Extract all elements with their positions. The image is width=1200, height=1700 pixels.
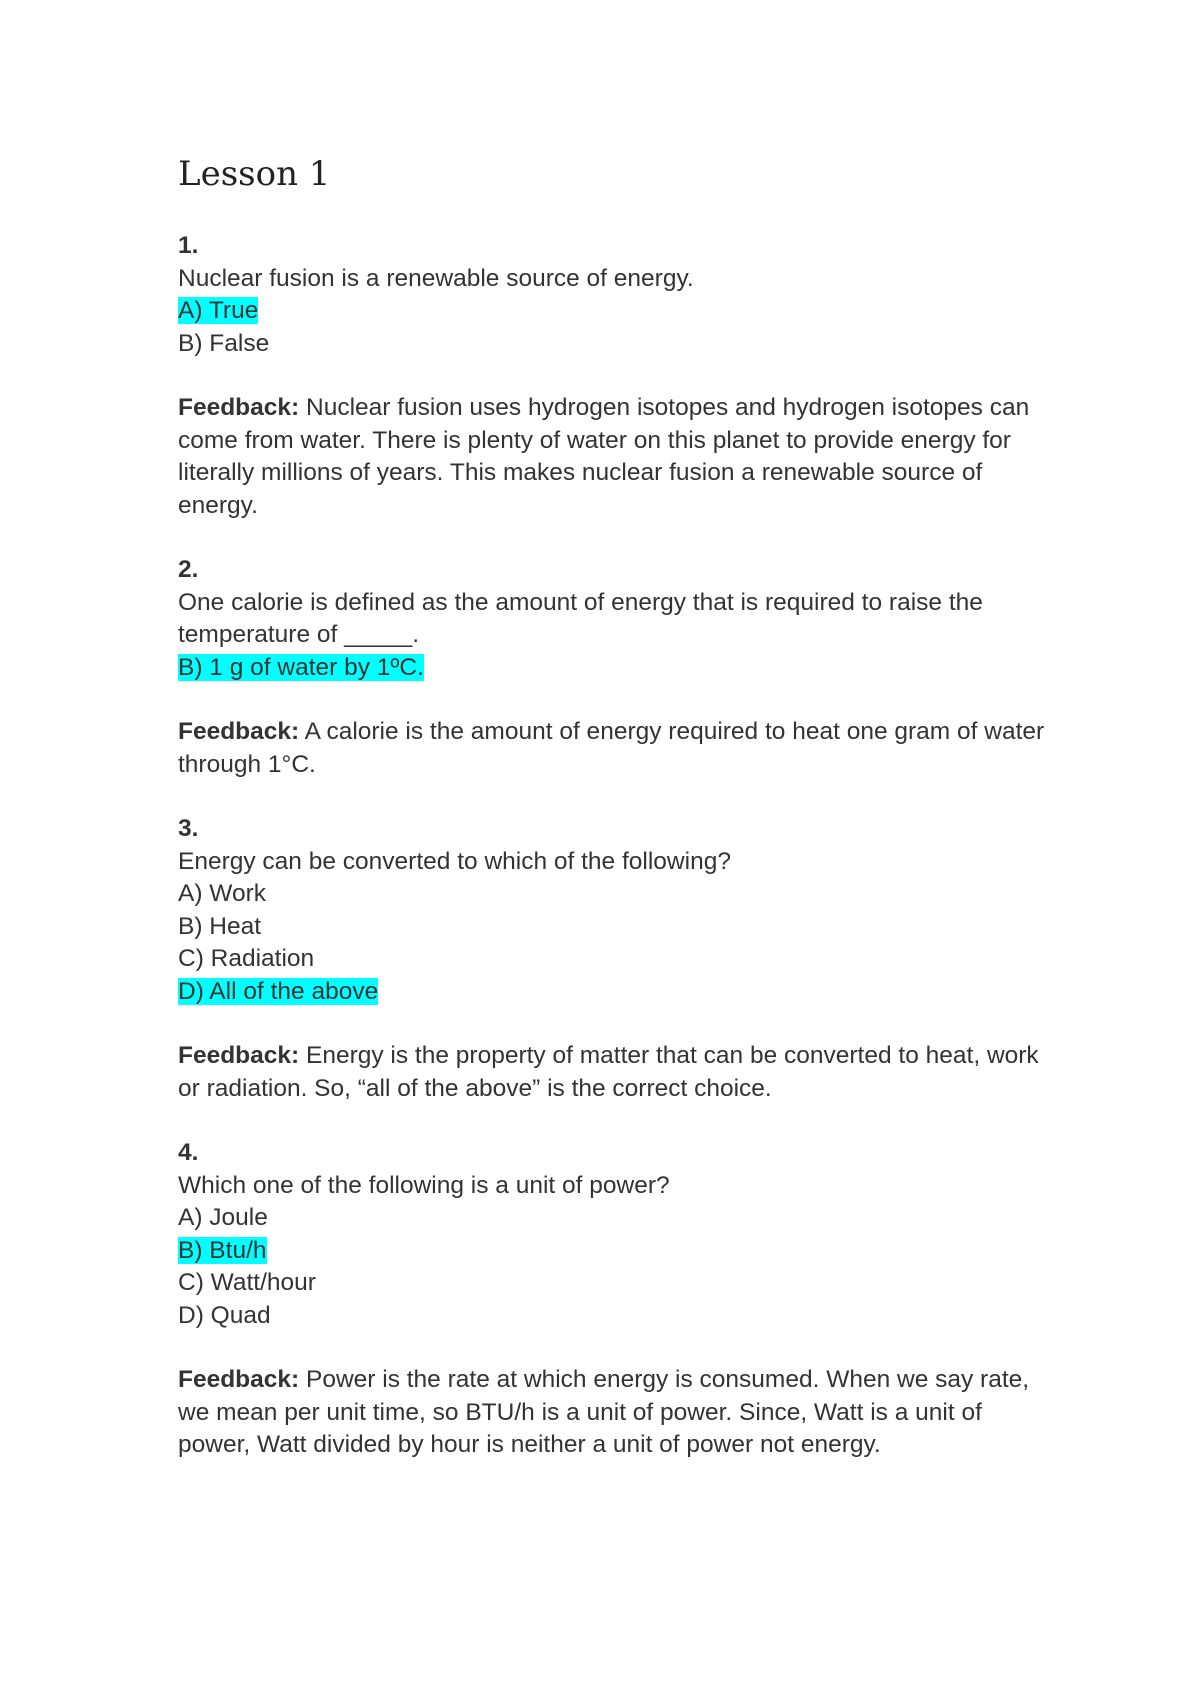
answer-options — [178, 878, 1048, 1008]
feedback-label: Feedback: — [178, 394, 300, 421]
answer-option — [178, 1300, 1048, 1333]
answer-option-label: A) Work — [178, 880, 267, 907]
answer-option — [178, 1235, 1048, 1268]
answer-option-label: D) All of the above — [178, 977, 379, 1005]
answer-option-label: A) True — [178, 297, 259, 324]
answer-option-label: B) False — [178, 329, 270, 357]
answer-option — [178, 943, 1048, 976]
feedback-text: Nuclear fusion uses hydrogen isotopes and hydrogen isotopes can come from water. There is plenty of water on this planet to provide energy for literally millions of years. This makes nuclear fusion a renewable source of energy. — [178, 394, 1030, 519]
answer-option — [178, 295, 1048, 328]
question-1 — [178, 230, 1048, 522]
answer-option — [178, 878, 1048, 911]
question-number: 1. — [178, 232, 199, 259]
lesson-title: Lesson 1 — [178, 154, 331, 194]
feedback-block — [178, 716, 1048, 781]
question-text: Which one of the following is a unit of power? — [178, 1171, 670, 1199]
question-3 — [178, 813, 1048, 1105]
answer-option-label: B) Heat — [178, 912, 262, 940]
answer-option-label: C) Watt/hour — [178, 1269, 316, 1296]
answer-option-label: A) Joule — [178, 1204, 268, 1231]
question-text: One calorie is defined as the amount of energy that is required to raise the temperature of _____. — [178, 588, 983, 648]
answer-option — [178, 652, 1048, 685]
feedback-block — [178, 1364, 1048, 1462]
feedback-label: Feedback: — [178, 718, 300, 745]
feedback-label: Feedback: — [178, 1042, 300, 1069]
question-number: 3. — [178, 815, 199, 842]
feedback-text: Energy is the property of matter that can be converted to heat, work or radiation. So, “all of the above” is the correct choice. — [178, 1042, 1039, 1102]
question-text: Energy can be converted to which of the following? — [178, 847, 731, 875]
feedback-label: Feedback: — [178, 1366, 300, 1393]
question-2 — [178, 554, 1048, 781]
answer-option — [178, 328, 1048, 361]
answer-options — [178, 295, 1048, 360]
feedback-text: Power is the rate at which energy is consumed. When we say rate, we mean per unit time, so BTU/h is a unit of power. Since, Watt is a unit of power, Watt divided by hour is neither a unit of power not energy. — [178, 1366, 1030, 1458]
document-page — [178, 152, 1048, 1494]
question-number: 4. — [178, 1139, 199, 1166]
answer-option — [178, 1202, 1048, 1235]
answer-option — [178, 911, 1048, 944]
question-number: 2. — [178, 556, 199, 583]
answer-option-label: B) 1 g of water by 1ºC. — [178, 653, 424, 681]
feedback-block — [178, 1040, 1048, 1105]
answer-option — [178, 976, 1048, 1009]
answer-options — [178, 1202, 1048, 1332]
question-text: Nuclear fusion is a renewable source of energy. — [178, 264, 694, 292]
answer-option-label: B) Btu/h — [178, 1236, 267, 1264]
answer-options — [178, 652, 1048, 685]
answer-option-label: D) Quad — [178, 1301, 271, 1329]
answer-option — [178, 1267, 1048, 1300]
answer-option-label: C) Radiation — [178, 945, 315, 972]
feedback-block — [178, 392, 1048, 522]
feedback-text: A calorie is the amount of energy required to heat one gram of water through 1°C. — [178, 718, 1045, 778]
question-4 — [178, 1137, 1048, 1462]
